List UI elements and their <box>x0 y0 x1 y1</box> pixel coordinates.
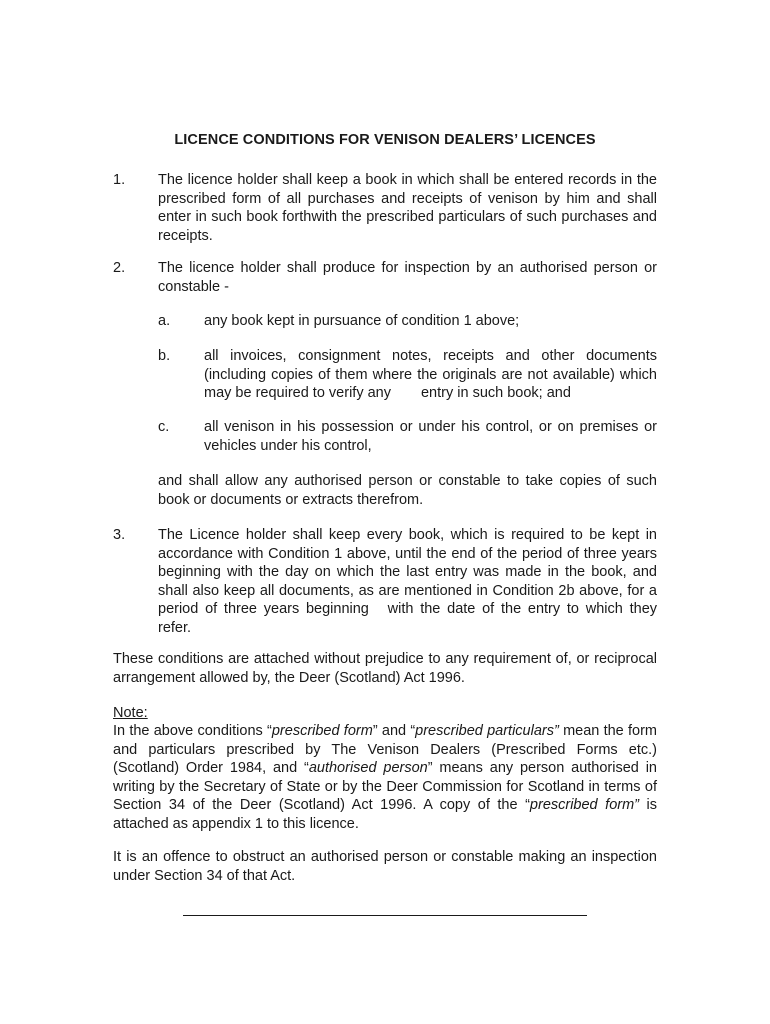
condition-2b-text: all invoices, consignment notes, receipts and other documents (including copies of them where the originals are not available) which may be required to verify any entry in such book; and <box>204 348 657 401</box>
note-heading: Note: <box>113 705 148 721</box>
condition-1-text: The licence holder shall keep a book in which shall be entered records in the prescribed form of all purchases and receipts of venison by him and shall enter in such book forthwith the prescribed particulars of such purchases and receipts. <box>158 172 657 244</box>
offence-statement: It is an offence to obstruct an authorised person or constable making an inspection under Section 34 of that Act. <box>113 849 657 884</box>
condition-2c-text: all venison in his possession or under his control, or on premises or vehicles under his control, <box>204 419 657 454</box>
condition-2-outro: and shall allow any authorised person or constable to take copies of such book or documents or extracts therefrom. <box>158 473 657 508</box>
attached-statement: These conditions are attached without prejudice to any requirement of, or reciprocal arrangement allowed by, the Deer (Scotland) Act 1996. <box>113 651 657 686</box>
condition-2-number: 2. <box>113 260 126 276</box>
condition-3-text: The Licence holder shall keep every book, which is required to be kept in accordance with Condition 1 above, until the end of the period of three years beginning with the day on which the last entry was made in the book, and shall also keep all documents, as are mentioned in Condition 2b above, for a period of three years beginning with the date of the entry to which they refer. <box>158 527 658 636</box>
condition-2a-letter: a. <box>158 313 171 329</box>
horizontal-rule <box>183 915 587 916</box>
condition-3-number: 3. <box>113 527 126 543</box>
condition-1-number: 1. <box>113 172 126 188</box>
document-title: LICENCE CONDITIONS FOR VENISON DEALERS’ LICENCES <box>174 132 596 148</box>
condition-2b-letter: b. <box>158 348 171 364</box>
condition-2-intro: The licence holder shall produce for inspection by an authorised person or constable - <box>158 260 657 295</box>
condition-2c-letter: c. <box>158 419 170 435</box>
condition-2a-text: any book kept in pursuance of condition 1 above; <box>204 313 520 329</box>
note-text: In the above conditions “prescribed form” and “prescribed particulars” mean the form and particulars prescribed by The Venison Dealers (Prescribed Forms etc.) (Scotland) Order 1984, and “authorised person” means any person authorised in writing by the Secretary of State or by the Deer Commission for Scotland in terms of Section 34 of the Deer (Scotland) Act 1996. A copy of the “prescribed form” is attached as appendix 1 to this licence. <box>113 723 658 832</box>
